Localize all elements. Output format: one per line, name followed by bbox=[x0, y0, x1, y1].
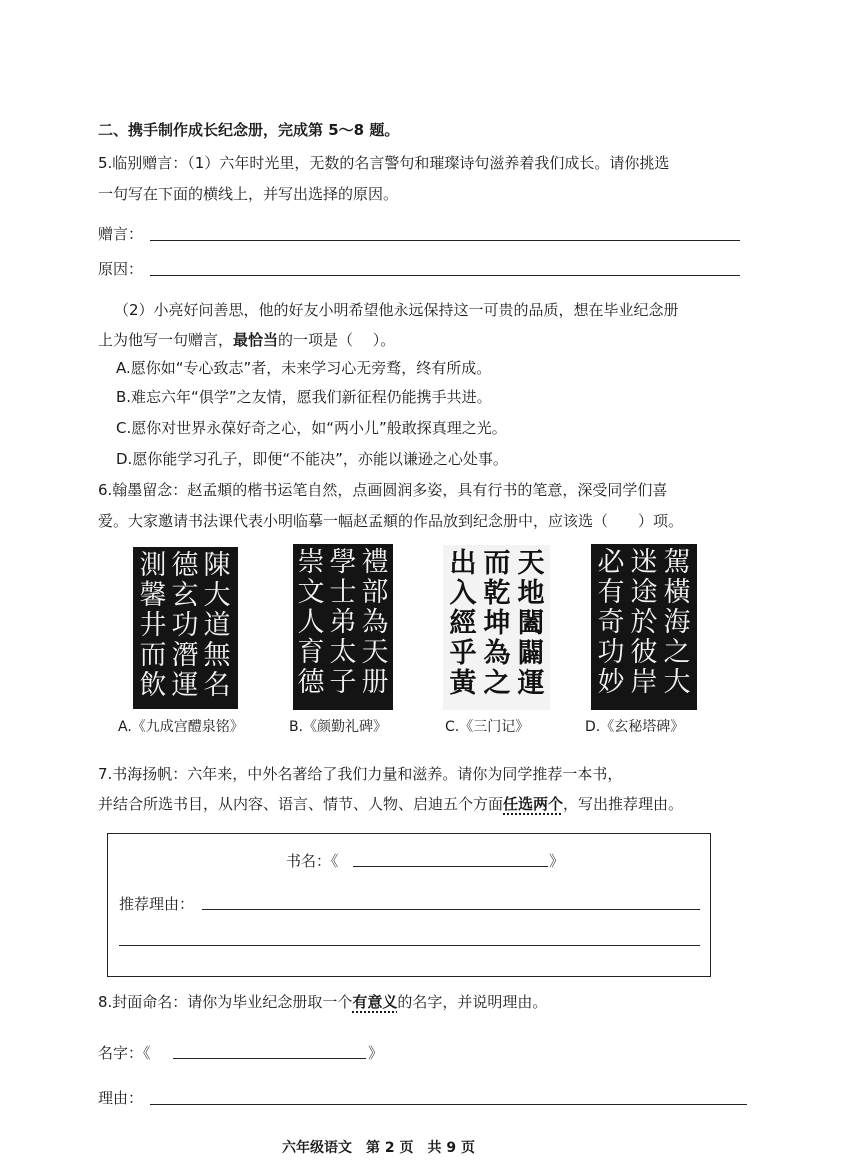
calligraphy-glyph: 駕 bbox=[663, 547, 691, 578]
q7-reason-label: 推荐理由： bbox=[119, 895, 195, 913]
calligraphy-glyph: 彼 bbox=[630, 637, 658, 668]
q5-intro-line1: 5.临别赠言：（1）六年时光里，无数的名言警句和璀璨诗句滋养着我们成长。请你挑选 bbox=[98, 154, 670, 172]
q7-line2-post: ，写出推荐理由。 bbox=[563, 795, 684, 813]
calligraphy-glyph: 弟 bbox=[329, 607, 357, 638]
q8-reason-label: 理由： bbox=[98, 1089, 144, 1107]
calligraphy-glyph: 馨 bbox=[139, 580, 167, 611]
q8-name-close: 》 bbox=[368, 1044, 384, 1062]
calligraphy-glyph: 飲 bbox=[139, 670, 167, 701]
calligraphy-glyph: 之 bbox=[663, 637, 691, 668]
calligraphy-glyph: 德 bbox=[171, 550, 199, 581]
calligraphy-glyph: 為 bbox=[483, 638, 511, 669]
q5-part2-line1: （2）小亮好问善思，他的好友小明希望他永远保持这一可贵的品质，想在毕业纪念册 bbox=[114, 301, 679, 319]
calligraphy-glyph: 地 bbox=[517, 578, 545, 609]
calligraphy-glyph: 黃 bbox=[449, 668, 477, 699]
calligraphy-image-d[interactable] bbox=[591, 544, 697, 710]
calligraphy-image-c[interactable] bbox=[443, 545, 550, 710]
calligraphy-glyph: 迷 bbox=[630, 547, 658, 578]
calligraphy-glyph: 岸 bbox=[630, 667, 658, 698]
stele-b-col-3 bbox=[293, 548, 331, 698]
calligraphy-glyph: 德 bbox=[297, 667, 325, 698]
calligraphy-glyph: 而 bbox=[139, 640, 167, 671]
calligraphy-glyph: 部 bbox=[361, 577, 389, 608]
calligraphy-glyph: 學 bbox=[329, 547, 357, 578]
calligraphy-glyph: 名 bbox=[203, 670, 231, 701]
calligraphy-glyph: 入 bbox=[449, 578, 477, 609]
page-footer: 六年级语文 第 2 页 共 9 页 bbox=[282, 1140, 475, 1156]
calligraphy-glyph: 道 bbox=[203, 610, 231, 641]
q7-book-label: 书名：《 bbox=[286, 852, 339, 870]
q8-name-label: 名字：《 bbox=[98, 1044, 151, 1062]
q8-line-post: 的名字，并说明理由。 bbox=[397, 993, 548, 1011]
caption-d: D.《玄秘塔碑》 bbox=[585, 719, 685, 735]
q7-reason-answer-line-2[interactable] bbox=[119, 945, 700, 946]
calligraphy-glyph: 於 bbox=[630, 607, 658, 638]
calligraphy-image-a[interactable] bbox=[133, 547, 238, 709]
calligraphy-glyph: 崇 bbox=[297, 547, 325, 578]
q6-line1: 6.翰墨留念：赵孟頫的楷书运笔自然，点画圆润多姿，具有行书的笔意，深受同学们喜 bbox=[98, 481, 668, 499]
caption-c: C.《三门记》 bbox=[445, 719, 530, 735]
q5-part2-line2 bbox=[98, 330, 395, 350]
calligraphy-glyph: 奇 bbox=[597, 607, 625, 638]
calligraphy-glyph: 天 bbox=[517, 548, 545, 579]
calligraphy-glyph: 册 bbox=[361, 667, 389, 698]
calligraphy-glyph: 而 bbox=[483, 548, 511, 579]
calligraphy-glyph: 子 bbox=[329, 667, 357, 698]
stele-c-col-3 bbox=[443, 549, 483, 699]
calligraphy-glyph: 功 bbox=[597, 637, 625, 668]
calligraphy-glyph: 潛 bbox=[171, 640, 199, 671]
calligraphy-glyph: 有 bbox=[597, 577, 625, 608]
q7-book-close: 》 bbox=[549, 852, 565, 870]
q8-line bbox=[98, 992, 547, 1012]
calligraphy-glyph: 大 bbox=[203, 580, 231, 611]
q7-line2-emphasis: 任选两个 bbox=[503, 795, 564, 813]
calligraphy-glyph: 運 bbox=[517, 668, 545, 699]
stele-c-col-2 bbox=[477, 549, 517, 699]
section-title: 二、携手制作成长纪念册，完成第 5～8 题。 bbox=[98, 121, 400, 139]
calligraphy-glyph: 玄 bbox=[171, 580, 199, 611]
calligraphy-glyph: 天 bbox=[361, 637, 389, 668]
q7-book-answer-line[interactable] bbox=[353, 866, 548, 867]
calligraphy-glyph: 橫 bbox=[663, 577, 691, 608]
q7-line1: 7.书海扬帆：六年来，中外名著给了我们力量和滋养。请你为同学推荐一本书， bbox=[98, 765, 623, 783]
q5-part2-emphasis: 最恰当 bbox=[233, 331, 279, 349]
q8-line-pre: 8.封面命名：请你为毕业纪念册取一个 bbox=[98, 993, 353, 1011]
calligraphy-glyph: 之 bbox=[483, 668, 511, 699]
q7-answer-box bbox=[107, 833, 711, 977]
calligraphy-glyph: 功 bbox=[171, 610, 199, 641]
calligraphy-glyph: 育 bbox=[297, 637, 325, 668]
q5-reason-answer-line[interactable] bbox=[150, 275, 740, 276]
calligraphy-image-b[interactable] bbox=[293, 544, 393, 710]
calligraphy-glyph: 坤 bbox=[483, 608, 511, 639]
calligraphy-glyph: 為 bbox=[361, 607, 389, 638]
calligraphy-glyph: 途 bbox=[630, 577, 658, 608]
stele-d-col-3 bbox=[591, 548, 631, 698]
calligraphy-glyph: 禮 bbox=[361, 547, 389, 578]
calligraphy-glyph: 海 bbox=[663, 607, 691, 638]
calligraphy-glyph: 乎 bbox=[449, 638, 477, 669]
q6-line2: 爱。大家邀请书法课代表小明临摹一幅赵孟頫的作品放到纪念册中，应该选（ ）项。 bbox=[98, 512, 684, 530]
calligraphy-glyph: 闔 bbox=[517, 608, 545, 639]
q5-option-d[interactable]: D.愿你能学习孔子，即便“不能决”，亦能以谦逊之心处事。 bbox=[116, 450, 508, 468]
q7-line2 bbox=[98, 794, 683, 814]
calligraphy-glyph: 必 bbox=[597, 547, 625, 578]
calligraphy-glyph: 陳 bbox=[203, 550, 231, 581]
calligraphy-glyph: 大 bbox=[663, 667, 691, 698]
calligraphy-glyph: 經 bbox=[449, 608, 477, 639]
caption-a: A.《九成宫醴泉铭》 bbox=[118, 719, 244, 735]
stele-a-col-3 bbox=[133, 551, 173, 701]
q7-reason-answer-line-1[interactable] bbox=[202, 909, 700, 910]
calligraphy-glyph: 運 bbox=[171, 670, 199, 701]
calligraphy-glyph: 井 bbox=[139, 610, 167, 641]
q5-option-c[interactable]: C.愿你对世界永葆好奇之心，如“两小儿”般敢探真理之光。 bbox=[116, 419, 507, 437]
q5-part2-pre: 上为他写一句赠言， bbox=[98, 331, 234, 349]
caption-b: B.《颜勤礼碑》 bbox=[289, 719, 388, 735]
calligraphy-glyph: 無 bbox=[203, 640, 231, 671]
q5-reason-label: 原因： bbox=[98, 260, 144, 278]
q5-option-a[interactable]: A.愿你如“专心致志”者，未来学习心无旁骛，终有所成。 bbox=[116, 359, 492, 377]
calligraphy-glyph: 闢 bbox=[517, 638, 545, 669]
q5-option-b[interactable]: B.难忘六年“俱学”之友情，愿我们新征程仍能携手共进。 bbox=[116, 388, 492, 406]
q5-part2-post: 的一项是（ ）。 bbox=[278, 331, 396, 349]
q8-reason-answer-line[interactable] bbox=[150, 1104, 747, 1105]
q5-quote-label: 赠言： bbox=[98, 225, 144, 243]
q7-line2-pre: 并结合所选书目，从内容、语言、情节、人物、启迪五个方面 bbox=[98, 795, 504, 813]
calligraphy-glyph: 測 bbox=[139, 550, 167, 581]
q8-line-emphasis: 有意义 bbox=[352, 993, 398, 1011]
calligraphy-glyph: 出 bbox=[449, 548, 477, 579]
calligraphy-glyph: 乾 bbox=[483, 578, 511, 609]
calligraphy-glyph: 士 bbox=[329, 577, 357, 608]
calligraphy-glyph: 妙 bbox=[597, 667, 625, 698]
calligraphy-glyph: 太 bbox=[329, 637, 357, 668]
q5-intro-line2: 一句写在下面的横线上，并写出选择的原因。 bbox=[98, 185, 399, 203]
q5-quote-answer-line[interactable] bbox=[150, 240, 740, 241]
calligraphy-glyph: 文 bbox=[297, 577, 325, 608]
calligraphy-glyph: 人 bbox=[297, 607, 325, 638]
q8-name-answer-line[interactable] bbox=[173, 1058, 366, 1059]
